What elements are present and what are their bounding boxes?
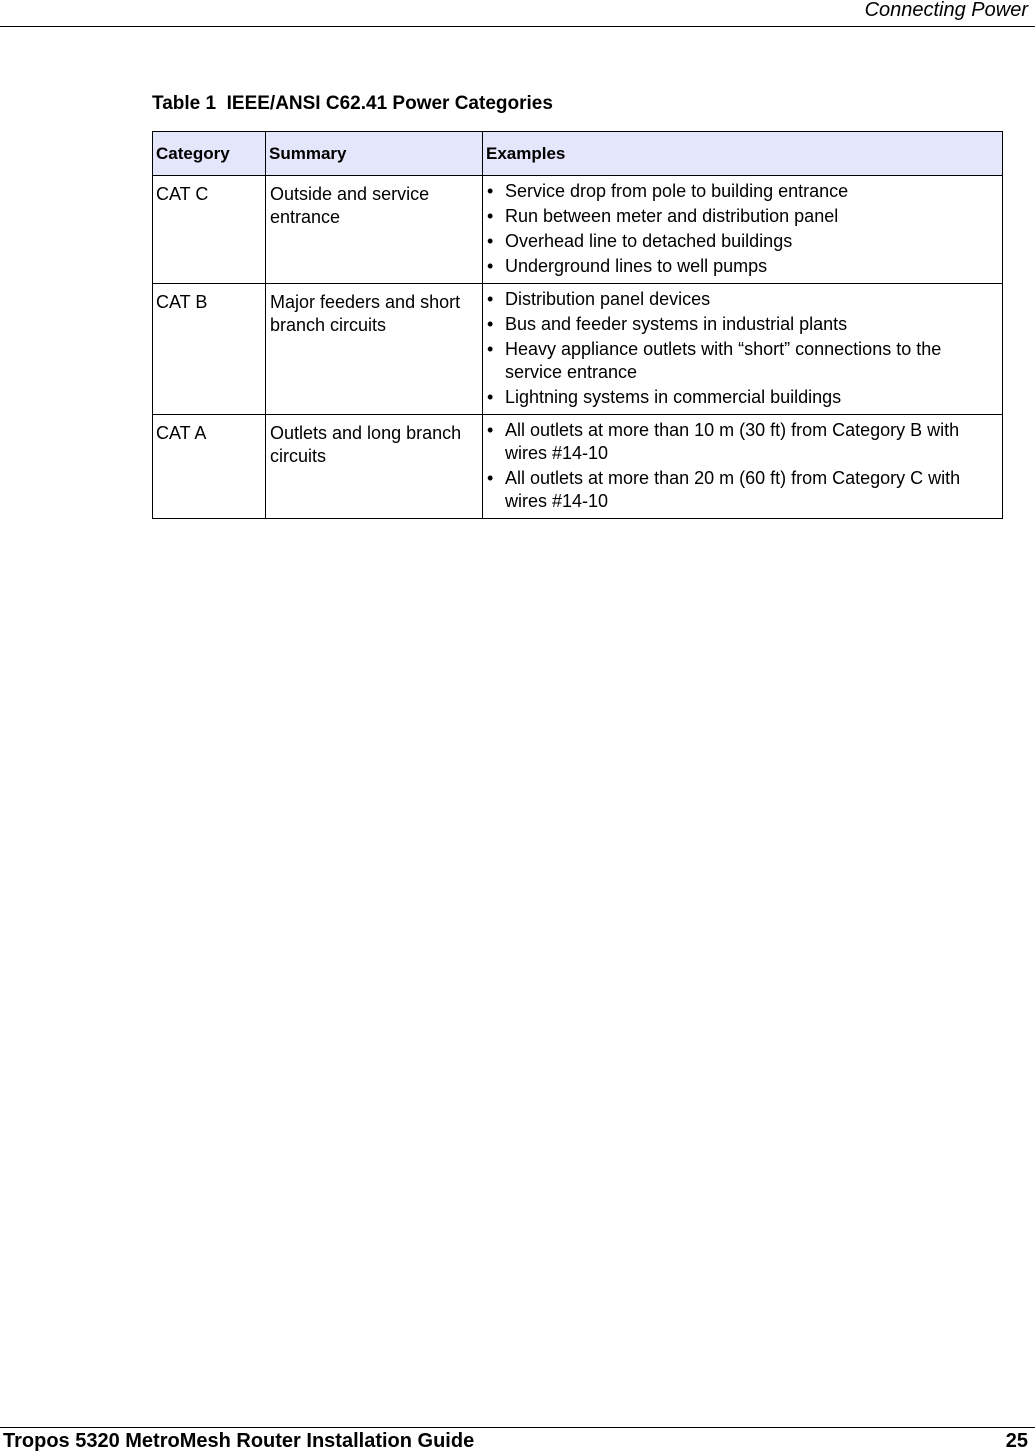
table-header-row bbox=[153, 132, 1003, 176]
summary-cell: Outside and service entrance bbox=[266, 176, 483, 284]
category-cell: CAT A bbox=[153, 415, 266, 519]
column-header-examples: Examples bbox=[483, 132, 1003, 176]
examples-cell bbox=[483, 415, 1003, 519]
list-item: • Lightning systems in commercial buildings bbox=[487, 386, 994, 409]
column-header-category: Category bbox=[153, 132, 266, 176]
column-header-summary: Summary bbox=[266, 132, 483, 176]
list-item: • Overhead line to detached buildings bbox=[487, 230, 994, 253]
list-item: • Service drop from pole to building entrance bbox=[487, 180, 994, 203]
list-item: • All outlets at more than 20 m (60 ft) from Category C with wires #14-10 bbox=[487, 467, 994, 513]
list-item: • Heavy appliance outlets with “short” connections to the service entrance bbox=[487, 338, 994, 384]
running-footer bbox=[0, 1427, 1035, 1455]
table-row bbox=[153, 415, 1003, 519]
running-header bbox=[0, 0, 1035, 27]
page-number: 25 bbox=[1005, 1430, 1028, 1452]
list-item: • Distribution panel devices bbox=[487, 288, 994, 311]
summary-cell: Outlets and long branch circuits bbox=[266, 415, 483, 519]
list-item: • All outlets at more than 10 m (30 ft) from Category B with wires #14-10 bbox=[487, 419, 994, 465]
list-item: • Bus and feeder systems in industrial plants bbox=[487, 313, 994, 336]
table-row bbox=[153, 284, 1003, 415]
examples-cell bbox=[483, 176, 1003, 284]
table-caption: Table 1 IEEE/ANSI C62.41 Power Categories bbox=[152, 93, 553, 114]
examples-cell bbox=[483, 284, 1003, 415]
chapter-title: Connecting Power bbox=[864, 0, 1028, 21]
category-cell: CAT C bbox=[153, 176, 266, 284]
power-categories-table bbox=[152, 131, 1003, 519]
category-cell: CAT B bbox=[153, 284, 266, 415]
list-item: • Underground lines to well pumps bbox=[487, 255, 994, 278]
summary-cell: Major feeders and short branch circuits bbox=[266, 284, 483, 415]
examples-list bbox=[487, 419, 994, 513]
table-row bbox=[153, 176, 1003, 284]
examples-list bbox=[487, 288, 994, 409]
examples-list bbox=[487, 180, 994, 278]
list-item: • Run between meter and distribution panel bbox=[487, 205, 994, 228]
book-title: Tropos 5320 MetroMesh Router Installation Guide bbox=[3, 1430, 475, 1452]
